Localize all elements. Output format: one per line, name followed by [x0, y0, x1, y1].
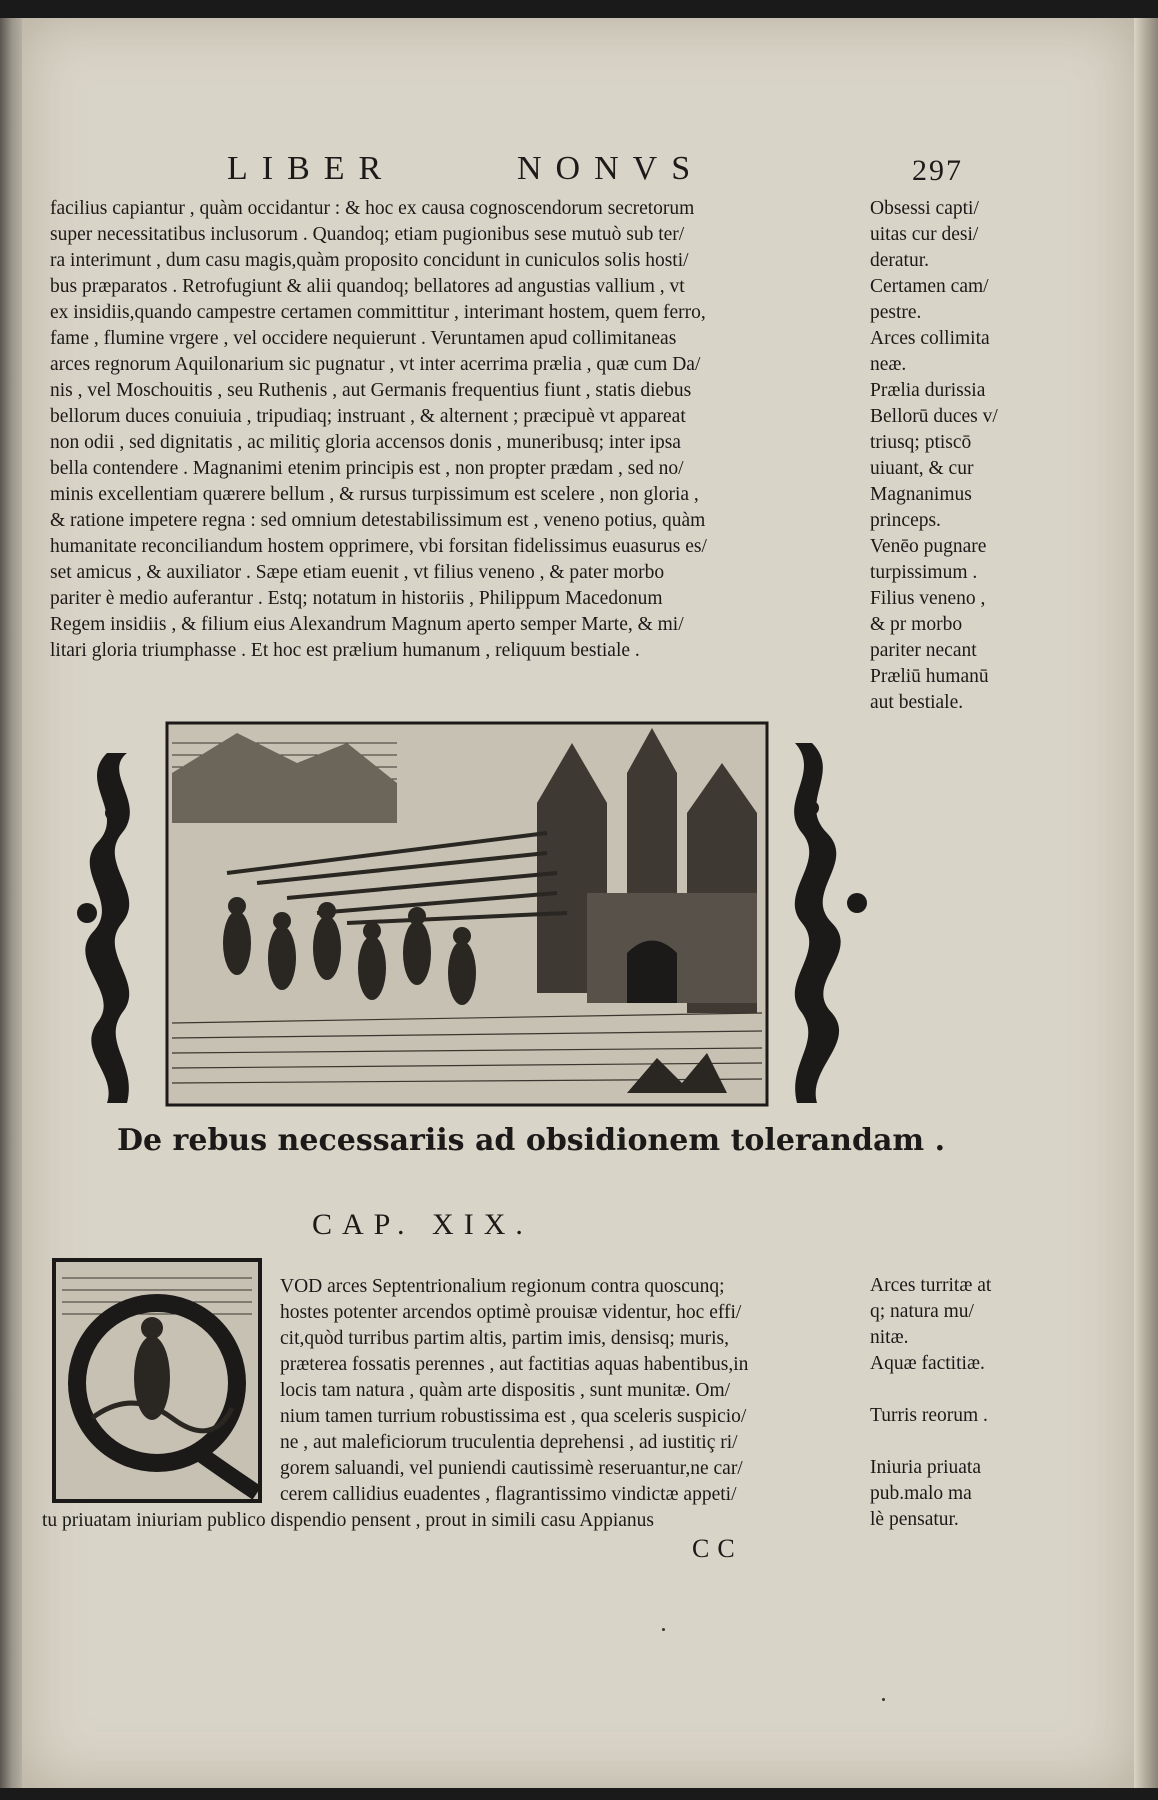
running-title-center: NONVS	[517, 150, 705, 187]
text-line: nis , vel Moschouitis , seu Ruthenis , aut Germanis frequentius fiunt , statis diebus	[50, 380, 692, 401]
margin-note: turpissimum .	[870, 562, 978, 583]
text-line: ex insidiis,quando campestre certamen committitur , interimant hostem, quem ferro,	[50, 302, 706, 323]
margin-note: aut bestiale.	[870, 692, 964, 713]
main-text-top	[50, 196, 880, 664]
margin-notes-bottom	[870, 1273, 991, 1533]
margin-note: pariter necant	[870, 640, 977, 661]
text-line: præterea fossatis perennes , aut factitias aquas habentibus,in	[280, 1354, 749, 1375]
text-line: tu priuatam iniuriam publico dispendio pensent , prout in simili casu Appianus	[42, 1510, 655, 1531]
paper-speck	[882, 1698, 885, 1701]
decorated-initial-q	[52, 1258, 262, 1503]
margin-note: neæ.	[870, 354, 907, 375]
text-line: non odii , sed dignitatis , ac militiç gloria accensos donis , muneribusq; inter ipsa	[50, 432, 681, 453]
text-line: facilius capiantur , quàm occidantur : & hoc ex causa cognoscendorum secretorum	[50, 198, 695, 219]
text-line: ne , aut maleficiorum truculentia deprehensi , ad iustitiç ri/	[280, 1432, 738, 1453]
margin-note: q; natura mu/	[870, 1301, 974, 1322]
margin-note: deratur.	[870, 250, 930, 271]
text-line: cerem callidius euadentes , flagrantissimo vindictæ appeti/	[280, 1484, 737, 1505]
margin-note	[870, 1429, 991, 1455]
margin-note: Venēo pugnare	[870, 536, 987, 557]
margin-note: lè pensatur.	[870, 1509, 959, 1530]
margin-note: pestre.	[870, 302, 922, 323]
paper-speck	[662, 1628, 665, 1631]
text-line: cit,quòd turribus partim altis, partim imis, densisq; muris,	[280, 1328, 730, 1349]
margin-note: uitas cur desi/	[870, 224, 979, 245]
left-ornament	[77, 753, 130, 1103]
margin-note: Bellorū duces v/	[870, 406, 998, 427]
text-line: bella contendere . Magnanimi etenim principis est , non propter prædam , sed no/	[50, 458, 684, 479]
margin-note: princeps.	[870, 510, 941, 531]
main-text-bottom-last-line	[42, 1508, 654, 1534]
margin-note: Turris reorum .	[870, 1405, 988, 1426]
chapter-number: CAP. XIX.	[312, 1208, 533, 1241]
page-number: 297	[912, 154, 963, 187]
margin-note: Aquæ factitiæ.	[870, 1353, 985, 1374]
margin-note: triusq; ptiscō	[870, 432, 972, 453]
text-line: nium tamen turrium robustissima est , qua sceleris suspicio/	[280, 1406, 747, 1427]
margin-note: Certamen cam/	[870, 276, 989, 297]
signature-mark: CC	[692, 1534, 743, 1563]
text-line: litari gloria triumphasse . Et hoc est prælium humanum , reliquum bestiale .	[50, 640, 640, 661]
text-line: pariter è medio auferantur . Estq; notatum in historiis , Philippum Macedonum	[50, 588, 663, 609]
woodcut-siege-illustration	[67, 713, 877, 1108]
chapter-heading: De rebus necessariis ad obsidionem tolerandam .	[117, 1123, 946, 1158]
text-line: & ratione impetere regna : sed omnium detestabilissimum est , veneno potius, quàm	[50, 510, 706, 531]
main-text-bottom	[280, 1274, 870, 1508]
margin-note: Iniuria priuata	[870, 1457, 981, 1478]
margin-note: uiuant, & cur	[870, 458, 974, 479]
margin-note: Arces turritæ at	[870, 1275, 992, 1296]
text-line: ra interimunt , dum casu magis,quàm proposito concidunt in cuniculos solis hosti/	[50, 250, 689, 271]
running-title-left: LIBER	[227, 150, 396, 187]
right-page-edge	[1134, 18, 1158, 1788]
right-ornament	[794, 743, 867, 1103]
text-line: set amicus , & auxiliator . Sæpe etiam euenit , vt filius veneno , & pater morbo	[50, 562, 665, 583]
castle	[537, 728, 757, 1013]
text-line: Regem insidiis , & filium eius Alexandrum Magnum aperto semper Marte, & mi/	[50, 614, 684, 635]
text-line: fame , flumine vrgere , vel occidere nequierunt . Veruntamen apud collimitaneas	[50, 328, 677, 349]
margin-note: Magnanimus	[870, 484, 972, 505]
margin-note: Arces collimita	[870, 328, 990, 349]
text-line: locis tam natura , quàm arte dispositis , sunt munitæ. Om/	[280, 1380, 731, 1401]
text-line: super necessitatibus inclusorum . Quandoq; etiam pugionibus sese mutuò sub ter/	[50, 224, 685, 245]
text-line: bus præparatos . Retrofugiunt & alii quandoq; bellatores ad angustias vallium , vt	[50, 276, 685, 297]
text-line: VOD arces Septentrionalium regionum contra quoscunq;	[280, 1276, 725, 1297]
margin-note	[870, 1377, 991, 1403]
text-line: arces regnorum Aquilonarium sic pugnatur , vt inter acerrima prælia , quæ cum Da/	[50, 354, 701, 375]
margin-notes-top	[870, 196, 998, 716]
text-line: gorem saluandi, vel puniendi cautissimè reseruantur,ne car/	[280, 1458, 743, 1479]
text-line: minis excellentiam quærere bellum , & rursus turpissimum est scelere , non gloria ,	[50, 484, 699, 505]
text-line: hostes potenter arcendos optimè prouisæ videntur, hoc effi/	[280, 1302, 742, 1323]
text-line: bellorum duces conuiuia , tripudiaq; instruant , & alternent ; præcipuè vt appareat	[50, 406, 686, 427]
margin-note: & pr morbo	[870, 614, 963, 635]
margin-note: pub.malo ma	[870, 1483, 972, 1504]
margin-note: Præliū humanū	[870, 666, 989, 687]
margin-note: Filius veneno ,	[870, 588, 986, 609]
running-header	[22, 150, 1134, 200]
book-page	[22, 18, 1134, 1788]
margin-note: Obsessi capti/	[870, 198, 979, 219]
margin-note: Prælia durissia	[870, 380, 986, 401]
text-line: humanitate reconciliandum hostem opprimere, vbi forsitan fidelissimus euasurus es/	[50, 536, 707, 557]
margin-note: nitæ.	[870, 1327, 909, 1348]
